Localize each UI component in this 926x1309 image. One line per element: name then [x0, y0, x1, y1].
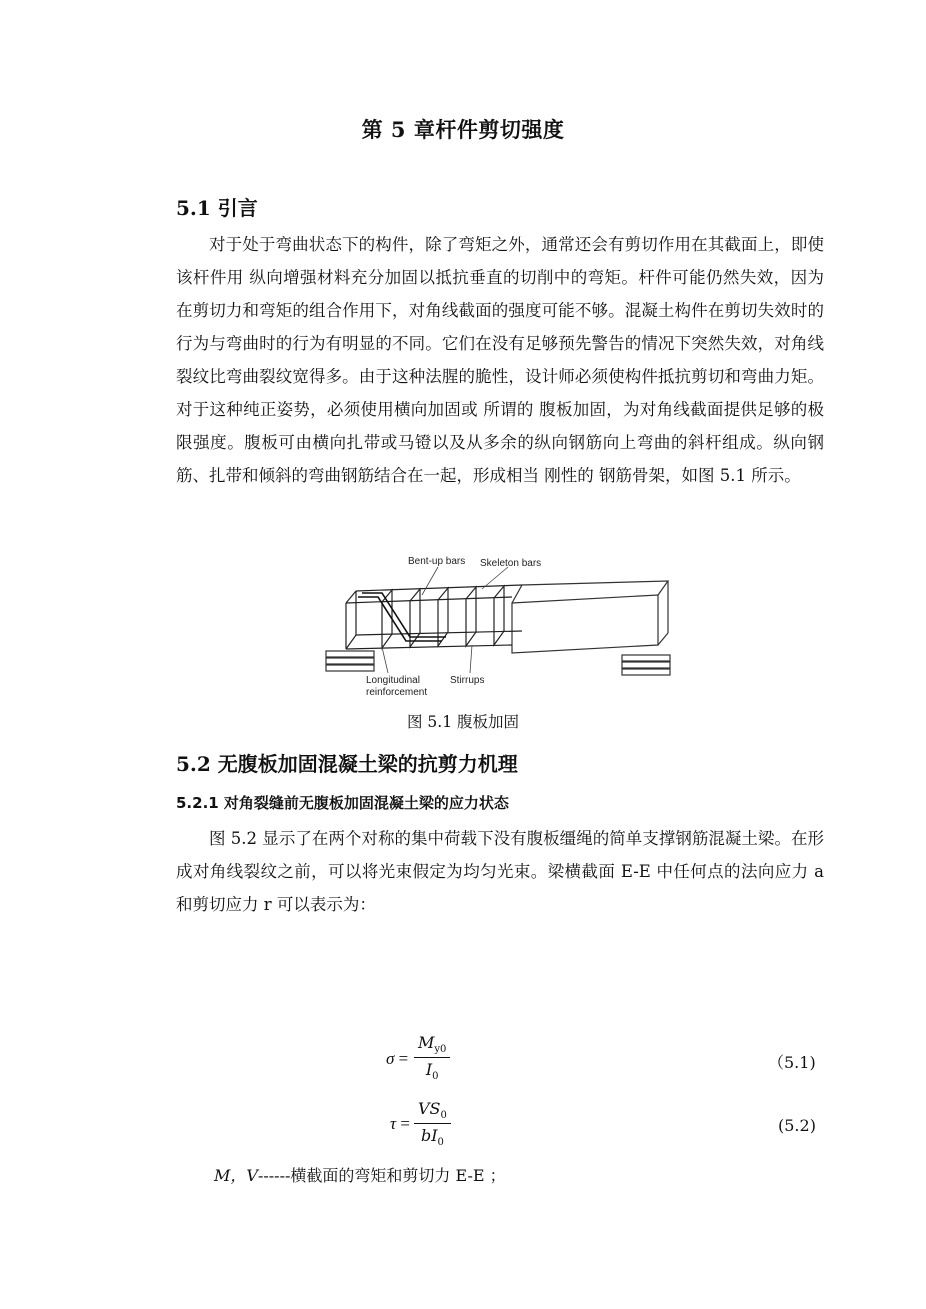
concrete-beam	[512, 581, 668, 653]
left-support	[326, 651, 374, 671]
section-heading-intro: 5.1 引言	[176, 196, 258, 220]
stress-paragraph: 图 5.2 显示了在两个对称的集中荷载下没有腹板缰绳的简单支撑钢筋混凝土梁。在形成对角线裂纹之前，可以将光束假定为均匀光束。梁横截面 E-E 中任何点的法向应力 a 和剪切应力 r 可以表示为：	[176, 829, 824, 914]
equation-lhs-sigma: σ =	[386, 1049, 409, 1068]
right-support	[622, 655, 670, 675]
legend-text: ------横截面的弯矩和剪切力 E-E ；	[257, 1166, 506, 1185]
label-skeleton-bars: Skeleton bars	[480, 558, 542, 569]
section-heading-shear-mechanism: 5.2 无腹板加固混凝土梁的抗剪力机理	[176, 752, 518, 776]
equation-fraction-5-1: $\frac{M_{y0}}{I_0}$	[414, 1033, 450, 1082]
stirrups	[382, 586, 504, 648]
equation-fraction-5-2: $\frac{VS_0}{bI_0}$	[414, 1099, 451, 1148]
equation-number-5-1: （5.1)	[768, 1053, 816, 1072]
label-bent-up-bars: Bent-up bars	[408, 556, 466, 567]
label-longitudinal: Longitudinal	[366, 675, 420, 686]
equation-lhs-tau: τ =	[390, 1114, 410, 1133]
intro-paragraph: 对于处于弯曲状态下的构件，除了弯矩之外，通常还会有剪切作用在其截面上，即使该杆件用 纵向增强材料充分加固以抵抗垂直的切削中的弯矩。杆件可能仍然失效，因为在剪切力和弯矩的组合作用下，对角线截面的强度可能不够。混凝土构件在剪切失效时的行为与弯曲时的行为有明显的不同。它们在没有足够预先警告的情况下突然失效，对角线裂纹比弯曲裂纹宽得多。由于这种法腥的脆性，设计师必须使构件抵抗剪切和弯曲力矩。对于这种纯正姿势，必须使用横向加固或 所谓的 腹板加固，为对角线截面提供足够的极限强度。腹板可由横向扎带或马镫以及从多余的纵向钢筋向上弯曲的斜杆组成。纵向钢筋、扎带和倾斜的弯曲钢筋结合在一起，形成相当 刚性的 钢筋骨架，如图 5.1 所示。	[176, 235, 824, 485]
legend-variables: M，V	[214, 1166, 258, 1185]
figure-caption: 图 5.1 腹板加固	[406, 713, 519, 731]
label-stirrups: Stirrups	[450, 675, 485, 686]
equation-number-5-2: (5.2)	[778, 1116, 816, 1135]
chapter-title: 第 5 章杆件剪切强度	[361, 117, 565, 142]
subsection-heading: 5.2.1 对角裂缝前无腹板加固混凝土梁的应力状态	[176, 794, 509, 812]
reinforcement-cage	[346, 585, 522, 649]
variable-legend	[214, 1163, 506, 1186]
figure-web-reinforcement	[322, 555, 674, 705]
label-reinforcement: reinforcement	[366, 687, 428, 698]
